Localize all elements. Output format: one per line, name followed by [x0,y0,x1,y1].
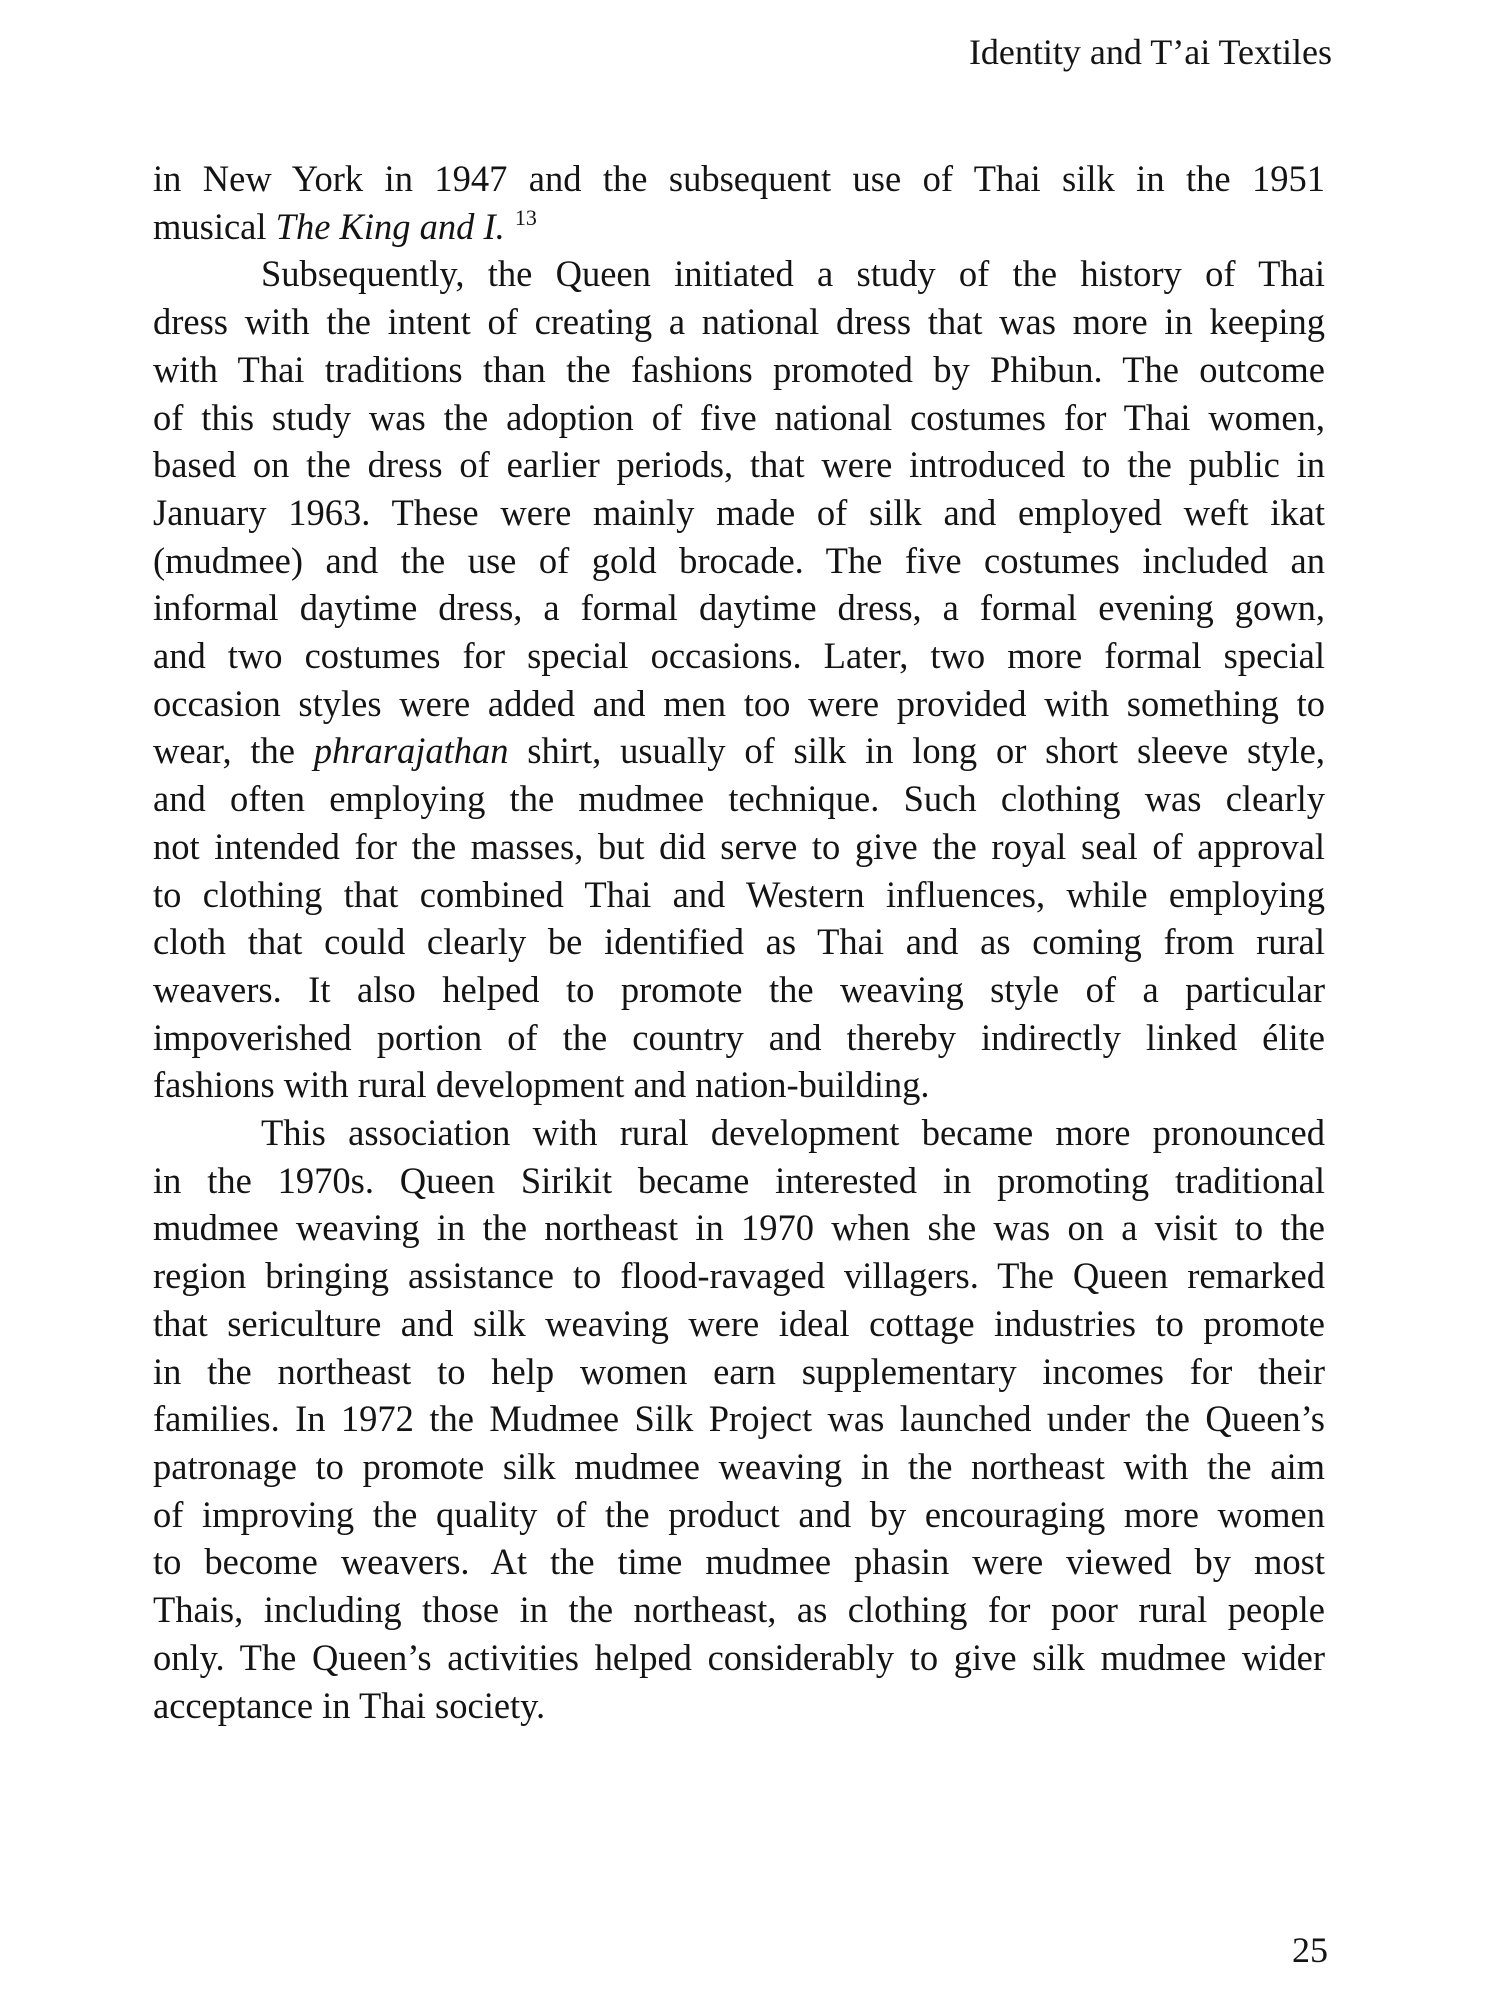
text-line [153,1014,1325,1062]
text-line [153,680,1325,728]
text-line [153,1204,1325,1252]
paragraph [153,250,1325,1109]
text-line [153,727,1325,775]
text-segment: based on the dress of earlier periods, that were introduced to the public in [153,444,1325,486]
text-segment: (mudmee) and the use of gold brocade. The five costumes included an [153,539,1325,581]
text-line [153,298,1325,346]
text-segment: shirt, usually of silk in long or short sleeve style, [508,730,1326,772]
page-number: 25 [1292,1930,1328,1970]
text-segment: in the 1970s. Queen Sirikit became interested in promoting traditional [153,1159,1325,1201]
text-segment: Thais, including those in the northeast, as clothing for poor rural people [153,1589,1325,1631]
text-segment: with Thai traditions than the fashions promoted by Phibun. The outcome [153,348,1325,390]
text-segment: patronage to promote silk mudmee weaving in the northeast with the aim [153,1445,1325,1487]
text-line [153,1300,1325,1348]
text-line [153,203,1325,251]
text-segment: wear, the [153,730,314,772]
text-line [153,1109,1325,1157]
italic-title: phrarajathan [313,730,509,772]
text-line [153,918,1325,966]
text-line [153,1252,1325,1300]
footnote-marker: 13 [514,204,537,230]
text-segment: musical [153,205,276,247]
text-segment: of this study was the adoption of five national costumes for Thai women, [153,396,1325,438]
paragraph [153,1109,1325,1729]
text-line [153,155,1325,203]
text-segment: mudmee weaving in the northeast in 1970 when she was on a visit to the [153,1207,1325,1249]
text-segment: to become weavers. At the time mudmee phasin were viewed by most [153,1541,1325,1583]
text-segment: and two costumes for special occasions. Later, two more formal special [153,635,1325,677]
text-segment: informal daytime dress, a formal daytime dress, a formal evening gown, [153,587,1325,629]
text-segment: cloth that could clearly be identified as Thai and as coming from rural [153,921,1325,963]
text-line [153,1682,1325,1730]
text-line [153,1586,1325,1634]
text-line [153,632,1325,680]
text-segment: acceptance in Thai society. [153,1684,546,1726]
paragraph [153,155,1325,250]
text-segment: impoverished portion of the country and thereby indirectly linked élite [153,1016,1325,1058]
text-line [153,1538,1325,1586]
text-segment: dress with the intent of creating a national dress that was more in keeping [153,301,1325,343]
text-segment: This association with rural development became more pronounced [261,1112,1325,1154]
text-line [153,823,1325,871]
text-line [153,1395,1325,1443]
text-line [153,250,1325,298]
text-line [153,775,1325,823]
text-line [153,441,1325,489]
body-text [153,155,1325,1729]
text-segment: of improving the quality of the product and by encouraging more women [153,1493,1325,1535]
text-line [153,394,1325,442]
text-segment: in New York in 1947 and the subsequent use of Thai silk in the 1951 [153,158,1325,199]
text-segment: in the northeast to help women earn supplementary incomes for their [153,1350,1325,1392]
text-segment: that sericulture and silk weaving were ideal cottage industries to promote [153,1302,1325,1344]
text-line [153,584,1325,632]
text-line [153,871,1325,919]
text-segment: families. In 1972 the Mudmee Silk Project was launched under the Queen’s [153,1398,1325,1440]
text-line [153,1443,1325,1491]
text-line [153,1157,1325,1205]
text-line [153,1348,1325,1396]
text-line [153,1061,1325,1109]
text-line [153,346,1325,394]
running-header: Identity and T’ai Textiles [968,32,1332,72]
text-segment: occasion styles were added and men too were provided with something to [153,682,1325,724]
italic-title: The King and I. [275,205,505,247]
text-segment: region bringing assistance to flood-ravaged villagers. The Queen remarked [153,1255,1325,1297]
text-segment: January 1963. These were mainly made of silk and employed weft ikat [153,491,1325,533]
text-segment: to clothing that combined Thai and Western influences, while employing [153,873,1325,915]
text-line [153,966,1325,1014]
text-segment: only. The Queen’s activities helped considerably to give silk mudmee wider [153,1636,1325,1678]
text-line [153,489,1325,537]
text-segment: weavers. It also helped to promote the weaving style of a particular [153,968,1325,1010]
text-line [153,537,1325,585]
text-segment: fashions with rural development and nation-building. [153,1064,930,1106]
text-line [153,1634,1325,1682]
text-segment: Subsequently, the Queen initiated a study of the history of Thai [261,253,1325,295]
text-segment: not intended for the masses, but did serve to give the royal seal of approval [153,825,1325,867]
text-line [153,1491,1325,1539]
text-segment: and often employing the mudmee technique. Such clothing was clearly [153,778,1325,820]
